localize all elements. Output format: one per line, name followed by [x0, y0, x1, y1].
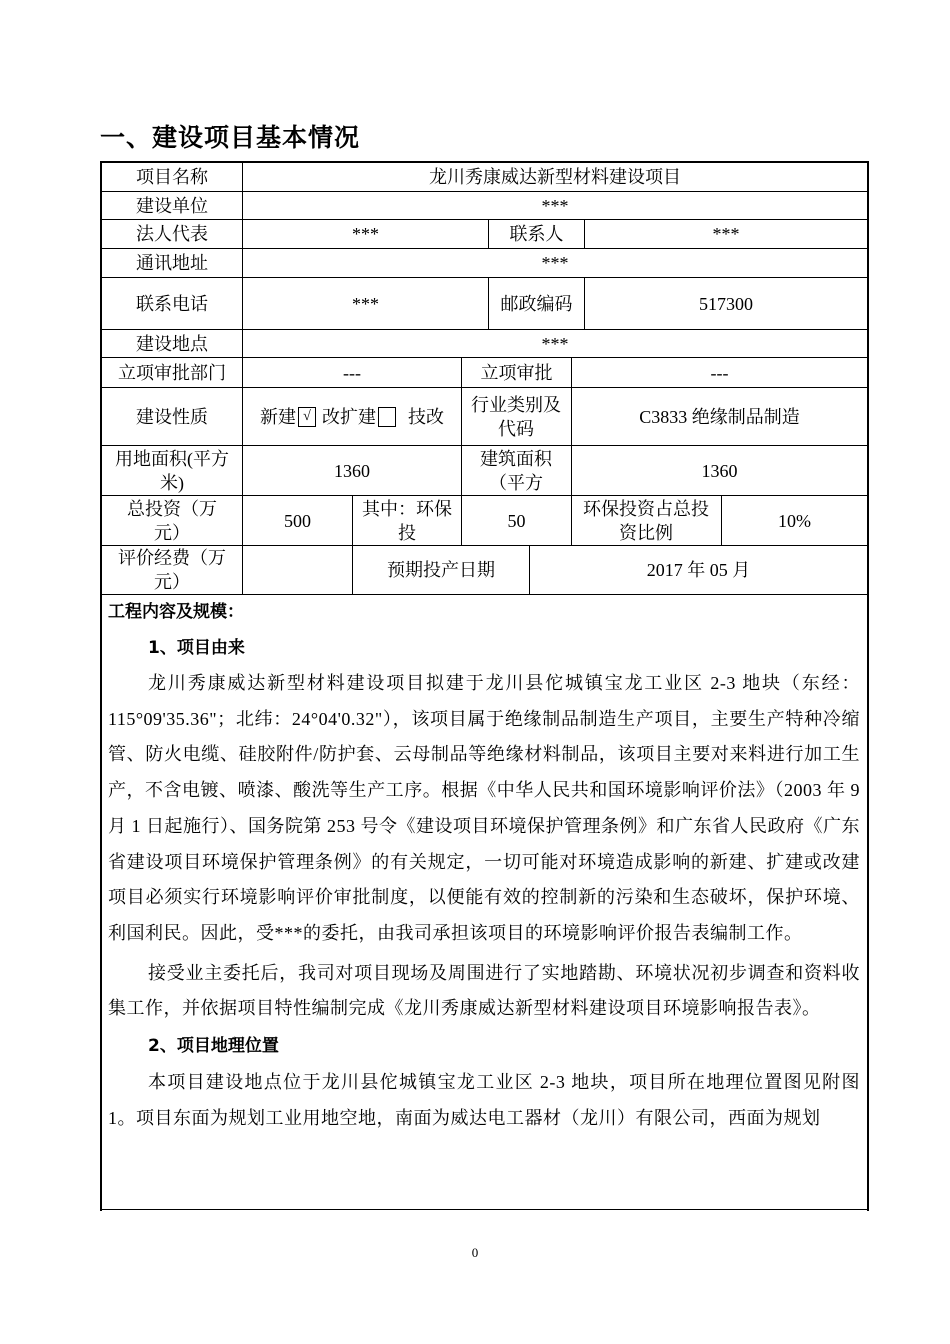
- postcode-value: 517300: [699, 293, 753, 314]
- section-1-paragraph-2: 接受业主委托后，我司对项目现场及周围进行了实地踏勘、环境状况初步调查和资料收集工作，并依据项目特性编制完成《龙川秀康威达新型材料建设项目环境影响报告表》。: [108, 962, 860, 1019]
- investment-label: 总投资（万元）: [127, 498, 217, 543]
- approval-no-value: ---: [710, 362, 729, 383]
- approval-dept-label: 立项审批部门: [118, 362, 226, 383]
- building-area-value: 1360: [701, 460, 738, 481]
- nature-new-checkbox[interactable]: √: [298, 407, 316, 427]
- nature-expand-label: 改扩建: [322, 406, 376, 427]
- unit-label: 建设单位: [136, 195, 208, 216]
- location-value: ***: [541, 333, 569, 354]
- env-ratio-label: 环保投资占总投资比例: [583, 498, 709, 543]
- legal-value: ***: [352, 224, 379, 244]
- project-content: [108, 594, 860, 1136]
- project-name-label: 项目名称: [136, 167, 208, 187]
- section-2-title: 2、项目地理位置: [148, 1036, 279, 1057]
- address-label: 通讯地址: [136, 253, 208, 273]
- env-invest-value: 50: [507, 510, 526, 531]
- land-area-label: 用地面积(平方米): [115, 448, 229, 493]
- phone-label: 联系电话: [136, 293, 208, 314]
- legal-label: 法人代表: [136, 224, 208, 244]
- investment-value: 500: [284, 510, 311, 531]
- eval-fee-value: [243, 546, 352, 594]
- approval-no-label: 立项审批: [480, 362, 553, 383]
- nature-expand-checkbox[interactable]: [378, 407, 396, 427]
- nature-options: [243, 388, 461, 445]
- industry-label: 行业类别及代码: [471, 394, 561, 439]
- env-invest-label: 其中：环保投: [362, 498, 452, 543]
- nature-tech-label: 技改: [408, 406, 444, 427]
- env-ratio-value: 10%: [778, 510, 811, 531]
- industry-value: C3833 绝缘制品制造: [639, 406, 800, 427]
- section-1-paragraph-1: 龙川秀康威达新型材料建设项目拟建于龙川县佗城镇宝龙工业区 2-3 地块（东经：115°09'35.36"；北纬：24°04'0.32"），该项目属于绝缘制品制造生产项目，主要生产特种冷缩管、防火电缆、硅胶附件/防护套、云母制品等绝缘材料制品，该项目主要对来料进行加工生产，不含电镀、喷漆、酸洗等生产工序。根据《中华人民共和国环境影响评价法》（2003 年 9 月 1 日起施行）、国务院第 253 号令《建设项目环境保护管理条例》和广东省人民政府《广东省建设项目环境保护管理条例》的有关规定，一切可能对环境造成影响的新建、扩建或改建项目必须实行环境影响评价审批制度，以便能有效的控制新的污染和生态破坏，保护环境、利国利民。因此，受***的委托，由我司承担该项目的环境影响评价报告表编制工作。: [108, 673, 860, 943]
- content-heading: 工程内容及规模：: [108, 602, 244, 622]
- nature-label: 建设性质: [136, 406, 208, 427]
- eval-fee-label: 评价经费（万元）: [118, 548, 226, 592]
- start-date-label: 预期投产日期: [387, 560, 495, 580]
- contact-label: 联系人: [509, 224, 564, 244]
- building-area-label: 建筑面积（平方: [480, 448, 552, 493]
- postcode-label: 邮政编码: [500, 293, 573, 314]
- section-2-paragraph-1: 本项目建设地点位于龙川县佗城镇宝龙工业区 2-3 地块，项目所在地理位置图见附图 1。项目东面为规划工业用地空地，南面为威达电工器材（龙川）有限公司，西面为规划: [108, 1072, 860, 1128]
- project-name-value: 龙川秀康威达新型材料建设项目: [429, 167, 681, 187]
- land-area-value: 1360: [334, 460, 370, 481]
- location-label: 建设地点: [136, 333, 208, 354]
- start-date-value: 2017 年 05 月: [646, 560, 751, 580]
- section-1-title: 1、项目由来: [148, 638, 245, 658]
- phone-value: ***: [352, 293, 379, 314]
- unit-value: ***: [541, 195, 569, 216]
- address-value: ***: [541, 253, 569, 273]
- page-title: 一、建设项目基本情况: [100, 123, 361, 152]
- approval-dept-value: ---: [343, 362, 361, 383]
- contact-value: ***: [712, 224, 740, 244]
- page-number: 0: [471, 1245, 479, 1260]
- nature-new-label: 新建: [260, 406, 296, 427]
